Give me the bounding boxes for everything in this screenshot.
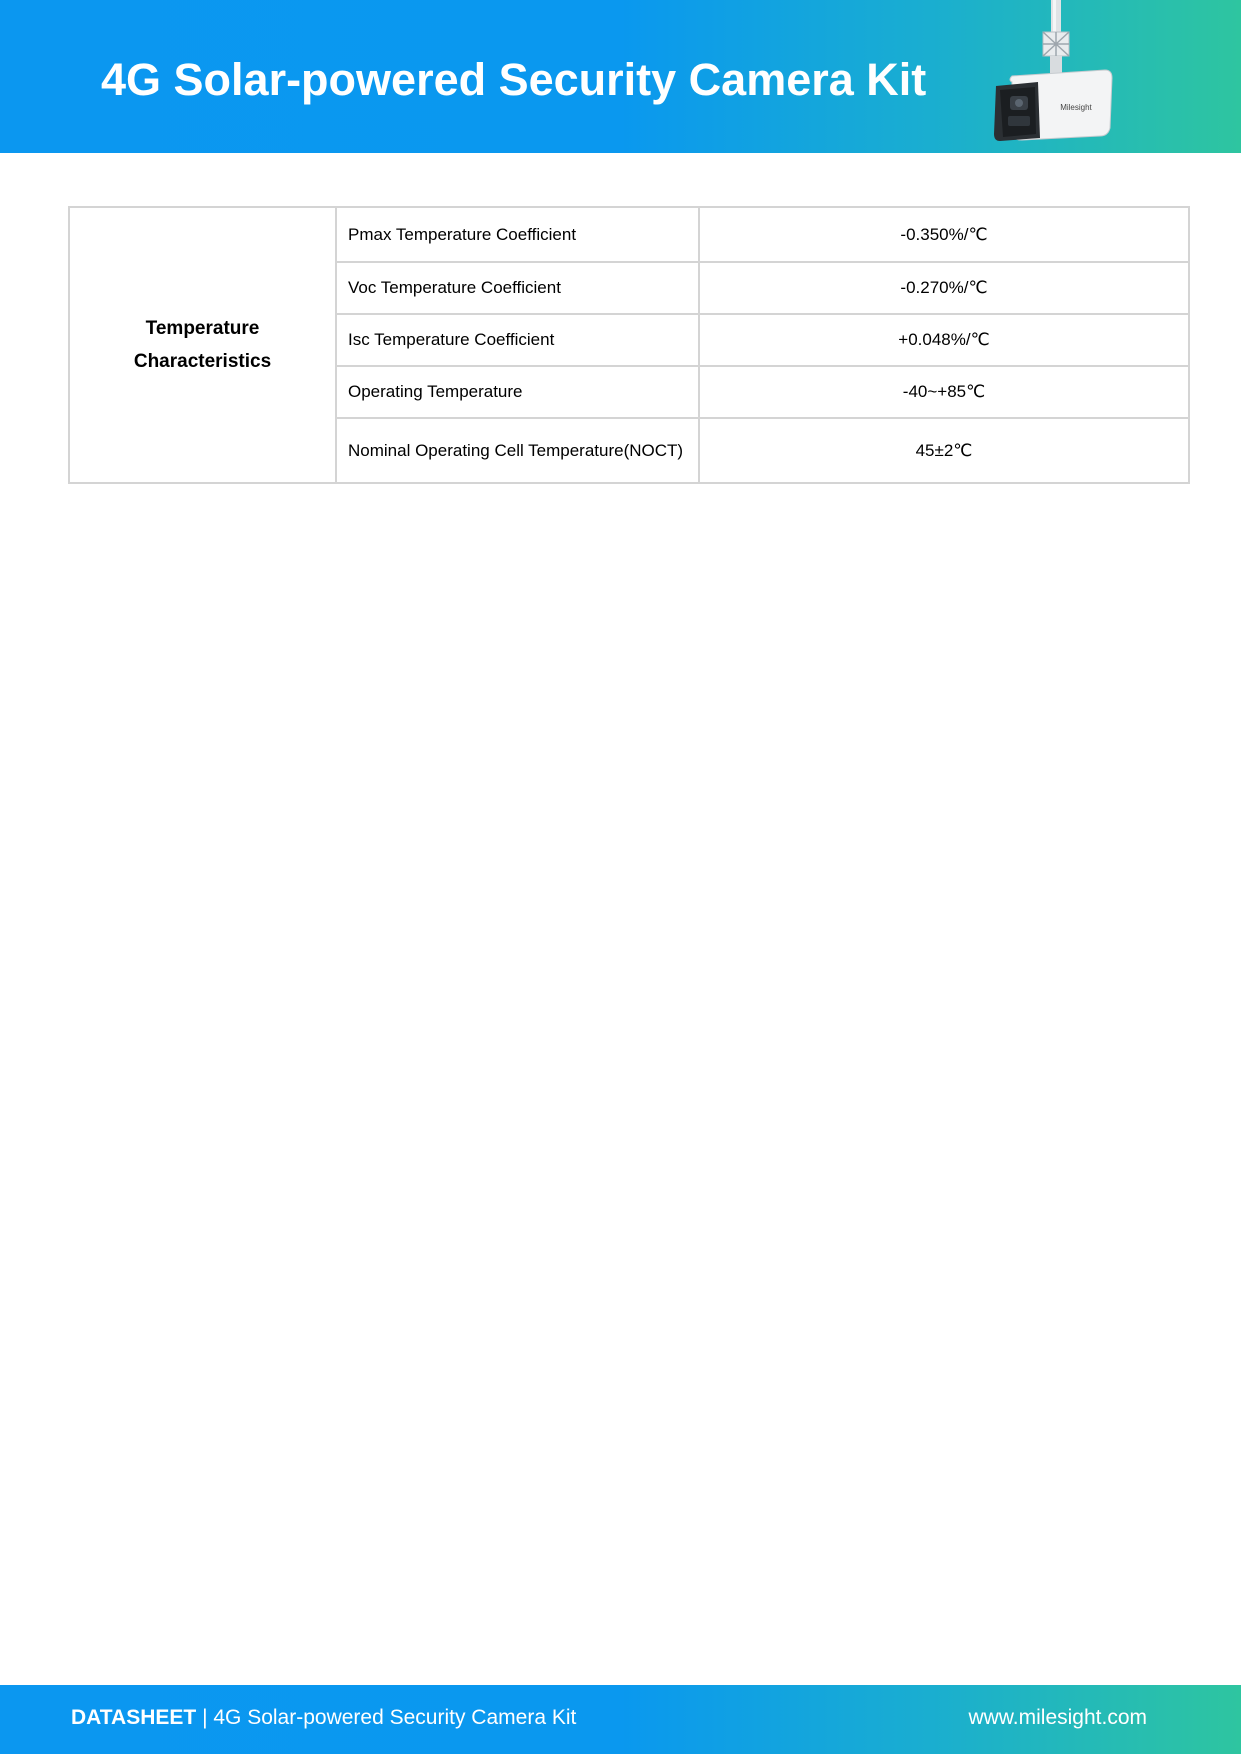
page-title: 4G Solar-powered Security Camera Kit (101, 54, 927, 105)
group-label-cell (69, 207, 336, 483)
parameter-cell: Voc Temperature Coefficient (336, 262, 699, 314)
value-cell: -0.350%/℃ (699, 207, 1189, 262)
temperature-characteristics-table (68, 206, 1190, 484)
parameter-cell: Isc Temperature Coefficient (336, 314, 699, 366)
value-cell: +0.048%/℃ (699, 314, 1189, 366)
value-cell: -0.270%/℃ (699, 262, 1189, 314)
header-banner (0, 0, 1241, 153)
parameter-cell: Operating Temperature (336, 366, 699, 418)
footer-banner (0, 1685, 1241, 1754)
footer-datasheet-label: DATASHEET (71, 1706, 197, 1729)
footer-product-name: 4G Solar-powered Security Camera Kit (213, 1706, 577, 1729)
footer-separator: | (196, 1706, 214, 1729)
footer-document-label (71, 1706, 576, 1730)
table-row (69, 207, 1189, 262)
group-label: Temperature Characteristics (133, 318, 272, 372)
parameter-cell: Pmax Temperature Coefficient (336, 207, 699, 262)
camera-logo-text: Milesight (1060, 103, 1092, 112)
value-cell: 45±2℃ (699, 418, 1189, 483)
value-cell: -40~+85℃ (699, 366, 1189, 418)
footer-website-link[interactable]: www.milesight.com (968, 1706, 1147, 1729)
security-camera-image (990, 0, 1120, 145)
parameter-cell: Nominal Operating Cell Temperature(NOCT) (336, 418, 699, 483)
